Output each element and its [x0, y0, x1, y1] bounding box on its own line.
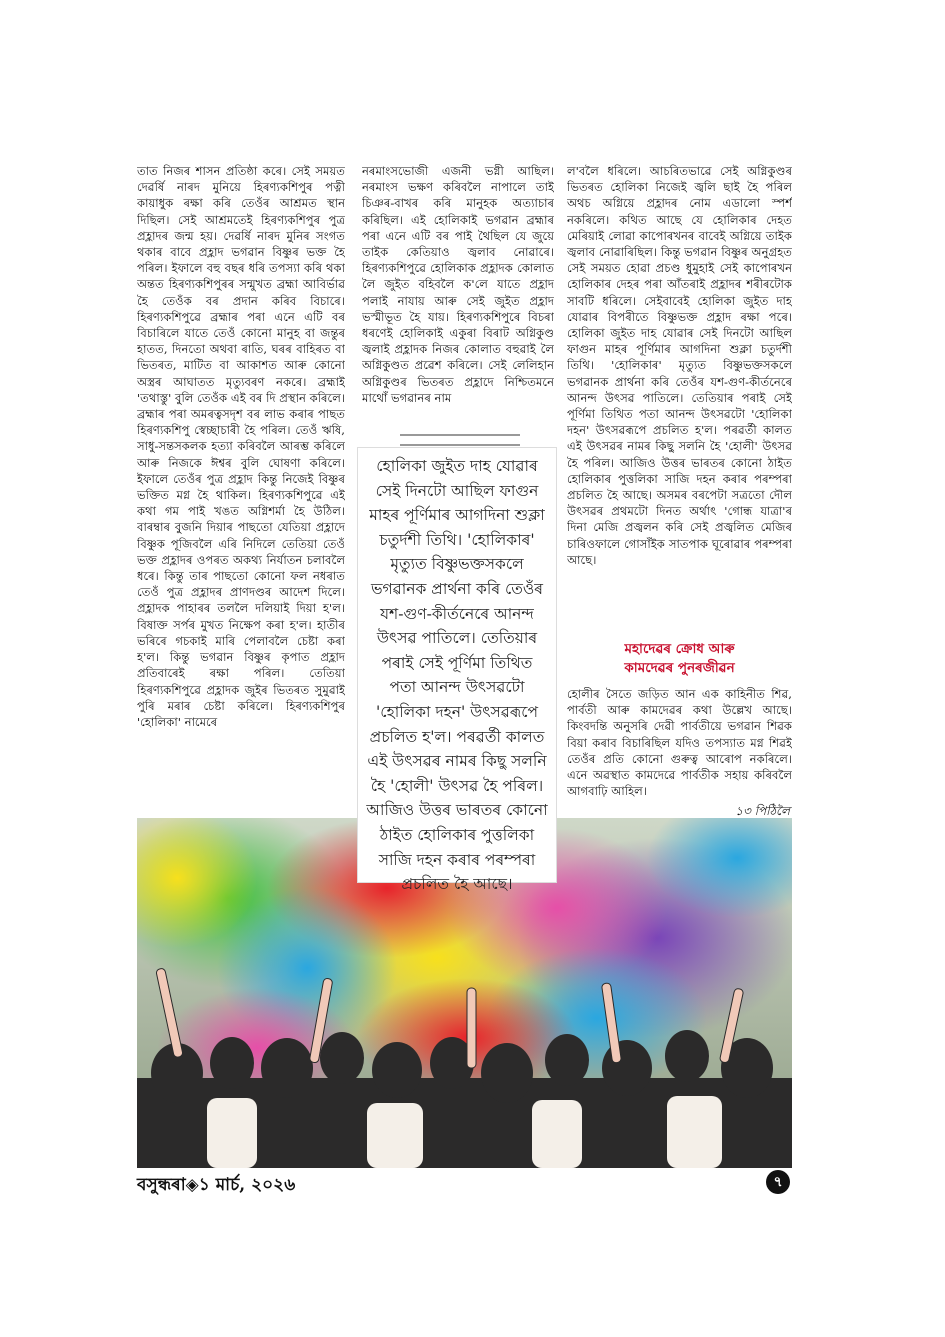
article-column-1: তাত নিজৰ শাসন প্ৰতিষ্ঠা কৰে। সেই সময়ত দেৱৰ্ষি নাৰদ মুনিয়ে হিৰণ্যকশিপুৰ পত্নী কায়াধুক ৰক্ষা কৰি তেওঁৰ আশ্ৰমত স্থান দিছিল। সেই আশ্ৰমতেই হিৰণ্যকশিপুৰ পুত্ৰ প্ৰহ্লাদৰ জন্ম হয়। দেৱৰ্ষি নাৰদ মুনিৰ সংগত থকাৰ বাবে প্ৰহ্লাদ ভগৱান বিষ্ণুৰ ভক্ত হৈ পৰিল। ইফালে বহু বছৰ ধৰি তপস্যা কৰি থকা অন্তত হিৰণ্যকশিপুৰৰ সন্মুখত ব্ৰহ্মা আবিৰ্ভাৱ হৈ তেওঁক বৰ প্ৰদান কৰিব বিচাৰে। হিৰণ্যকশিপুৱে ব্ৰহ্মাৰ পৰা এনে এটি বৰ বিচাৰিলে যাতে তেওঁ কোনো মানুহ বা জন্তুৰ হাতত, দিনতো অথবা ৰাতি, ঘৰৰ বাহিৰত বা ভিতৰত, মাটিত বা আকাশত আৰু কোনো অস্ত্ৰৰ আঘাতত মৃত্যুবৰণ নকৰে। ব্ৰহ্মাই 'তথাস্তু' বুলি তেওঁক এই বৰ দি প্ৰস্থান কৰিলে। ব্ৰহ্মাৰ পৰা অমৰত্বসদৃশ বৰ লাভ কৰাৰ পাছত হিৰণ্যকশিপু স্বেচ্ছাচাৰী হৈ পৰিল। তেওঁ ঋষি, সাধু-সন্তসকলক হত্যা কৰিবলৈ আৰম্ভ কৰিলে আৰু নিজকে ঈশ্বৰ বুলি ঘোষণা কৰিলে। ইফালে তেওঁৰ পুত্ৰ প্ৰহ্লাদ কিন্তু নিজেই বিষ্ণুৰ ভক্তিত মগ্ন হৈ থাকিল। হিৰণ্যকশিপুৱে এই কথা গম পাই খঙত অগ্নিশৰ্মা হৈ উঠিল। বাৰম্বাৰ বুজনি দিয়াৰ পাছতো যেতিয়া প্ৰহ্লাদে বিষ্ণুক পূজিবলৈ এৰি নিদিলে তেতিয়া তেওঁ ভক্ত প্ৰহ্লাদৰ ওপৰত অকথ্য নিৰ্যাতন চলাবলৈ ধৰে। কিন্তু তাৰ পাছতো কোনো ফল নধৰাত তেওঁ পুত্ৰ প্ৰহ্লাদৰ প্ৰাণদণ্ডৰ আদেশ দিলে। প্ৰহ্লাদক পাহাৰৰ তললৈ দলিয়াই দিয়া হ'ল। বিষাক্ত সৰ্পৰ মুখত নিক্ষেপ কৰা হ'ল। হাতীৰ ভৰিৰে গচকাই মাৰি পেলাবলৈ চেষ্টা কৰা হ'ল। কিন্তু ভগৱান বিষ্ণুৰ কৃপাত প্ৰহ্লাদ প্ৰতিবাৰেই ৰক্ষা পৰিল। তেতিয়া হিৰণ্যকশিপুৱে প্ৰহ্লাদক জুইৰ ভিতৰত সুমুৱাই পুৰি মৰাৰ চেষ্টা কৰিলে। হিৰণ্যকশিপুৰ 'হোলিকা' নামেৰে	[137, 164, 345, 729]
page-number: ৭	[766, 1170, 790, 1194]
subheading-line-2: কামদেৱৰ পুনৰজীৱন	[624, 660, 735, 676]
pull-quote: হোলিকা জুইত দাহ যোৱাৰ সেই দিনটো আছিল ফাগুন মাহৰ পূৰ্ণিমাৰ আগদিনা শুক্লা চতুৰ্দশী তিথি। 'হোলিকাৰ' মৃত্যুত বিষ্ণুভক্তসকলে ভগৱানক প্ৰাৰ্থনা কৰি তেওঁৰ যশ-গুণ-কীৰ্তনেৰে আনন্দ উৎসৱ পাতিলে। তেতিয়াৰ পৰাই সেই পূৰ্ণিমা তিথিত পতা আনন্দ উৎসৱটো 'হোলিকা দহন' উৎসৱৰূপে প্ৰচলিত হ'ল। পৰৱৰ্তী কালত এই উৎসৱৰ নামৰ কিছু সলনি হৈ 'হোলী' উৎসৱ হৈ পৰিল। আজিও উত্তৰ ভাৰতৰ কোনো ঠাইত হোলিকাৰ পুত্তলিকা সাজি দহন কৰাৰ পৰম্পৰা প্ৰচলিত হৈ আছে।	[357, 447, 557, 883]
masthead-name: বসুন্ধৰা	[137, 1175, 186, 1195]
continued-note: ১৩ পিঠিলৈ	[735, 804, 790, 818]
article-column-3-continued: হোলীৰ সৈতে জড়িত আন এক কাহিনীত শিৱ, পাৰ্বতী আৰু কামদেৱৰ কথা উল্লেখ আছে। কিংবদন্তি অনুসৰি দেৱী পাৰ্বতীয়ে ভগৱান শিৱক বিয়া কৰাব বিচাৰিছিল যদিও তপস্যাত মগ্ন শিৱই তেওঁৰ প্ৰতি কোনো গুৰুত্ব আৰোপ নকৰিলে। এনে অৱস্থাত কামদেৱে পাৰ্বতীক সহায় কৰিবলৈ আগবাঢ়ি আহিল।	[567, 687, 792, 799]
subheading-line-1: মহাদেৱৰ ক্ৰোধ আৰু	[624, 641, 735, 657]
section-subheading	[567, 640, 792, 678]
footer-masthead	[137, 1172, 295, 1200]
pullquote-divider	[400, 434, 520, 446]
separator-icon: ◈	[185, 1175, 199, 1195]
article-column-2: নৰমাংসভোজী এজনী ভগ্নী আছিল। নৰমাংস ভক্ষণ কৰিবলৈ নাপালে তাই চিঞৰ-বাখৰ কৰি মানুহক অত্যাচাৰ কৰিছিল। এই হোলিকাই ভগৱান ব্ৰহ্মাৰ পৰা এনে এটি বৰ পাই থৈছিল যে জুয়ে তাইক কেতিয়াও জ্বলাব নোৱাৰে। হিৰণ্যকশিপুৱে হোলিকাক প্ৰহ্লাদক কোলাত লৈ জুইত বহিবলৈ ক'লে যাতে প্ৰহ্লাদ পলাই নাযায় আৰু সেই জুইত প্ৰহ্লাদ ভস্মীভূত হৈ যায়। হিৰণ্যকশিপুৰে বিচৰা ধৰণেই হোলিকাই একুৰা বিৰাট অগ্নিকুণ্ড জ্বলাই প্ৰহ্লাদক নিজৰ কোলাত বহুৱাই লৈ অগ্নিকুণ্ডত প্ৰৱেশ কৰিলে। সেই লেলিহান অগ্নিকুণ্ডৰ ভিতৰত প্ৰহ্লাদে নিশ্চিতমনে মাথোঁ ভগৱানৰ নাম	[362, 164, 554, 405]
article-column-3: ল'বলৈ ধৰিলে। আচৰিতভাৱে সেই অগ্নিকুণ্ডৰ ভিতৰত হোলিকা নিজেই জ্বলি ছাই হৈ পৰিল অথচ অগ্নিয়ে প্ৰহ্লাদৰ নোম এডালো স্পৰ্শ নকৰিলে। কথিত আছে যে হোলিকাৰ দেহত মেৰিয়াই লোৱা কাপোৰখনৰ বাবেই অগ্নিয়ে তাইক জ্বলাব নোৱাৰিছিল। কিন্তু ভগৱান বিষ্ণুৰ অনুগ্ৰহত সেই সময়ত হোৱা প্ৰচণ্ড ধুমুহাই সেই কাপোৰখন হোলিকাৰ দেহৰ পৰা আঁতৰাই প্ৰহ্লাদৰ শৰীৰটোক সাবটি ধৰিলে। সেইবাবেই হোলিকা জুইত দাহ যোৱাৰ বিপৰীতে বিষ্ণুভক্ত প্ৰহ্লাদ ৰক্ষা পৰে। হোলিকা জুইত দাহ যোৱাৰ সেই দিনটো আছিল ফাগুন মাহৰ পূৰ্ণিমাৰ আগদিনা শুক্লা চতুৰ্দশী তিথি। 'হোলিকাৰ' মৃত্যুত বিষ্ণুভক্তসকলে ভগৱানক প্ৰাৰ্থনা কৰি তেওঁৰ যশ-গুণ-কীৰ্তনেৰে আনন্দ উৎসৱ পাতিলে। তেতিয়াৰ পৰাই সেই পূৰ্ণিমা তিথিত পতা আনন্দ উৎসৱটো 'হোলিকা দহন' উৎসৱৰূপে প্ৰচলিত হ'ল। পৰৱৰ্তী কালত এই উৎসৱৰ নামৰ কিছু সলনি হৈ 'হোলী' উৎসৱ হৈ পৰিল। আজিও উত্তৰ ভাৰতৰ কোনো ঠাইত হোলিকাৰ পুত্তলিকা সাজি দহন কৰাৰ পৰম্পৰা প্ৰচলিত হৈ আছে। অসমৰ বৰপেটা সত্ৰতো দৌল উৎসৱৰ প্ৰথমটো দিনত অৰ্থাৎ 'গোন্ধ যাত্ৰা'ৰ দিনা মেজি প্ৰজ্বলন কৰি সেই প্ৰজ্বলিত মেজিৰ চাৰিওফালে গোসাঁইক সাতপাক ঘূৰোৱাৰ পৰম্পৰা আছে।	[567, 164, 792, 567]
issue-date: ১ মাৰ্চ, ২০২৬	[198, 1175, 296, 1195]
